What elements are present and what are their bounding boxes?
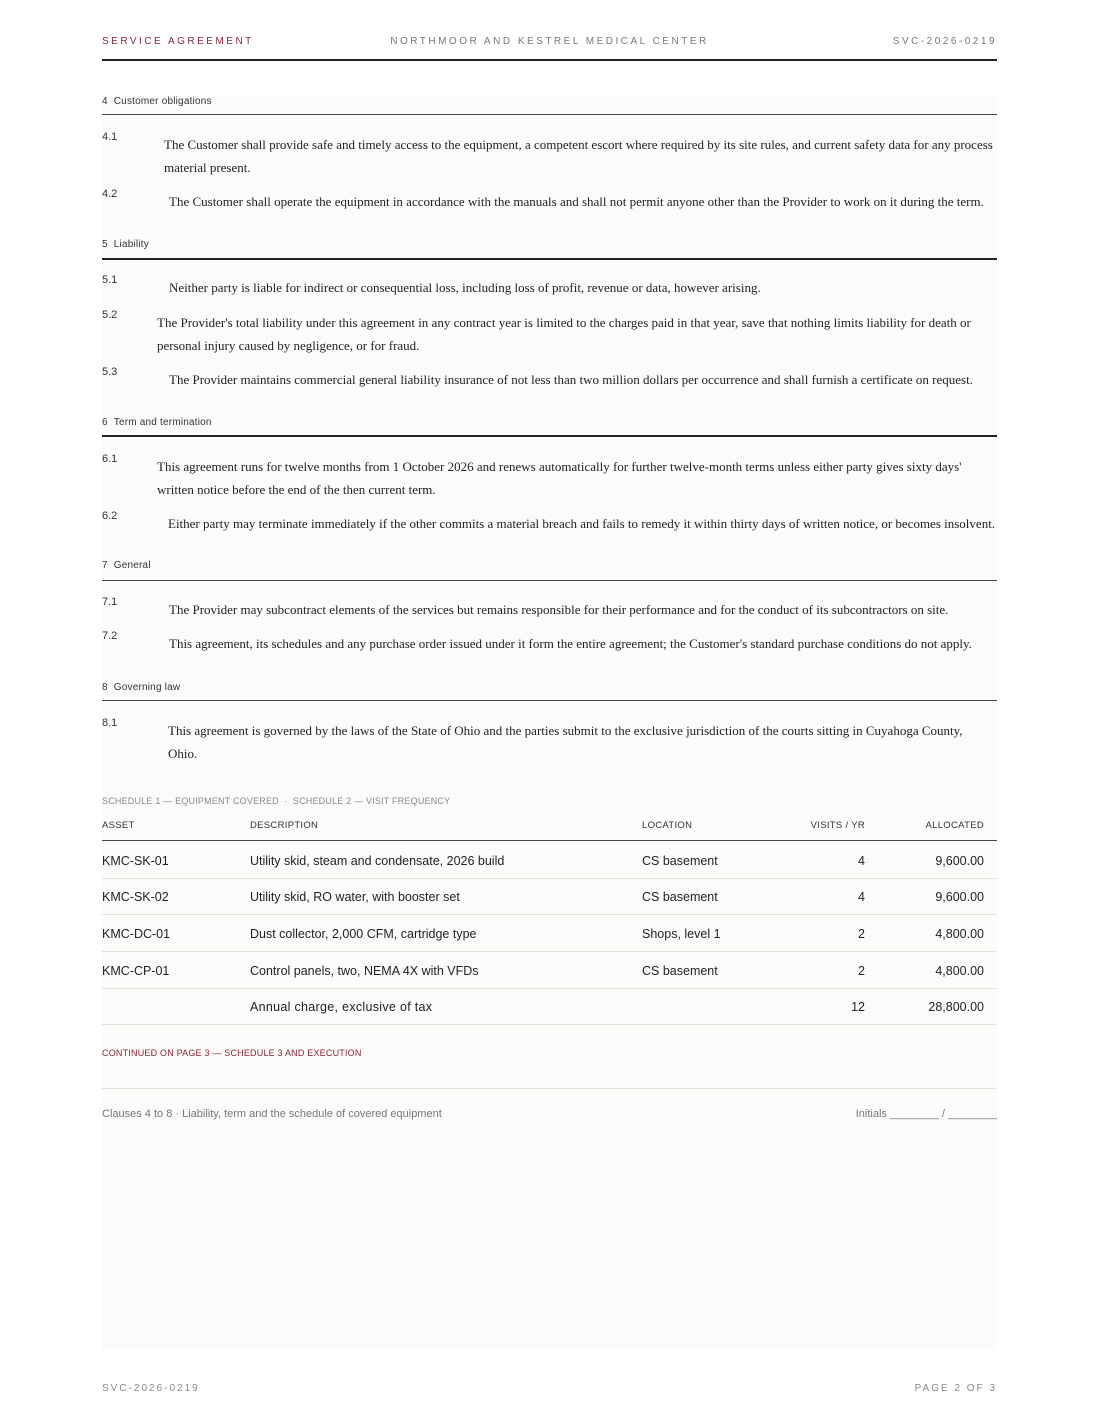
clause-number: 8.1 bbox=[102, 717, 118, 729]
visits-per-year: 4 bbox=[858, 854, 865, 868]
section-rule bbox=[102, 580, 997, 581]
clause-number: 5.1 bbox=[102, 274, 118, 286]
allocated-amount: 9,600.00 bbox=[935, 854, 984, 868]
clause-text: This agreement runs for twelve months from 1 October 2026 and renews automatically for further twelve-month terms unless either party gives sixty days' written notice before the end of the then current term. bbox=[157, 459, 962, 497]
section-title: Customer obligations bbox=[113, 96, 212, 107]
table-rule bbox=[102, 951, 997, 952]
footnote-rule bbox=[102, 1088, 997, 1089]
asset-id: KMC-DC-01 bbox=[102, 927, 171, 941]
table-rule bbox=[102, 988, 997, 989]
clause-text: This agreement is governed by the laws of the State of Ohio and the parties submit to the exclusive jurisdiction of the courts sitting in Cuyahoga County, Ohio. bbox=[168, 723, 963, 761]
clause-number: 4.1 bbox=[102, 131, 118, 143]
column-header: DESCRIPTION bbox=[250, 820, 319, 831]
table-rule bbox=[102, 878, 997, 879]
clause-number: 4.2 bbox=[102, 188, 118, 200]
clause-text: The Customer shall operate the equipment in accordance with the manuals and shall not permit anyone other than the Provider to work on it during the term. bbox=[169, 194, 984, 209]
column-header: ASSET bbox=[102, 820, 135, 831]
allocated-amount: 4,800.00 bbox=[935, 964, 984, 978]
clause-text: The Provider maintains commercial general liability insurance of not less than two million dollars per occurrence and shall furnish a certificate on request. bbox=[169, 372, 973, 387]
allocated-amount: 4,800.00 bbox=[935, 927, 984, 941]
section-number: 6 bbox=[102, 417, 108, 428]
section-rule bbox=[102, 114, 997, 115]
column-header: ALLOCATED bbox=[925, 820, 984, 831]
allocated-amount: 9,600.00 bbox=[935, 890, 984, 904]
section-title: Governing law bbox=[113, 682, 181, 693]
section-heading bbox=[102, 96, 997, 107]
document-reference: SVC-2026-0219 bbox=[892, 36, 997, 47]
section-title: General bbox=[113, 560, 151, 571]
column-header: LOCATION bbox=[642, 820, 693, 831]
running-header bbox=[102, 36, 997, 47]
asset-description: Utility skid, RO water, with booster set bbox=[250, 890, 460, 904]
clause-number: 5.3 bbox=[102, 366, 118, 378]
total-label: Annual charge, exclusive of tax bbox=[250, 1000, 433, 1014]
party-name: NORTHMOOR AND KESTREL MEDICAL CENTER bbox=[390, 36, 709, 47]
section-heading bbox=[102, 239, 997, 250]
visits-per-year: 2 bbox=[858, 927, 865, 941]
document-type: SERVICE AGREEMENT bbox=[102, 36, 254, 47]
section-rule bbox=[102, 700, 997, 701]
total-allocated: 28,800.00 bbox=[928, 1000, 984, 1014]
schedule-caption: SCHEDULE 1 — EQUIPMENT COVERED · SCHEDULE 2 — VISIT FREQUENCY bbox=[102, 796, 451, 806]
clause-number: 6.1 bbox=[102, 453, 118, 465]
clause-text: The Provider may subcontract elements of the services but remains responsible for their performance and for the conduct of its subcontractors on site. bbox=[169, 602, 949, 617]
asset-location: CS basement bbox=[642, 854, 718, 868]
clause-text: The Provider's total liability under this agreement in any contract year is limited to the charges paid in that year, save that nothing limits liability for death or personal injury caused by negligence, or for fraud. bbox=[157, 315, 971, 353]
section-number: 7 bbox=[102, 560, 108, 571]
clause-text: Neither party is liable for indirect or consequential loss, including loss of profit, revenue or data, however arising. bbox=[169, 280, 761, 295]
visits-per-year: 2 bbox=[858, 964, 865, 978]
section-number: 8 bbox=[102, 682, 108, 693]
section-heading bbox=[102, 560, 997, 571]
visits-per-year: 4 bbox=[858, 890, 865, 904]
table-rule bbox=[102, 840, 997, 841]
section-title: Term and termination bbox=[113, 417, 212, 428]
clause-number: 6.2 bbox=[102, 510, 118, 522]
clause-text: Either party may terminate immediately if the other commits a material breach and fails to remedy it within thirty days of written notice, or becomes insolvent. bbox=[168, 516, 996, 531]
section-title: Liability bbox=[113, 239, 149, 250]
clause-number: 7.1 bbox=[102, 596, 118, 608]
clause-number: 7.2 bbox=[102, 630, 118, 642]
asset-location: Shops, level 1 bbox=[642, 927, 721, 941]
initials-field: Initials ________ / ________ bbox=[855, 1108, 997, 1120]
table-rule bbox=[102, 914, 997, 915]
asset-description: Dust collector, 2,000 CFM, cartridge type bbox=[250, 927, 477, 941]
clause-text: This agreement, its schedules and any purchase order issued under it form the entire agreement; the Customer's standard purchase conditions do not apply. bbox=[169, 636, 972, 651]
section-rule bbox=[102, 258, 997, 260]
footer-reference: SVC-2026-0219 bbox=[102, 1383, 200, 1394]
asset-id: KMC-CP-01 bbox=[102, 964, 170, 978]
table-rule bbox=[102, 1024, 997, 1025]
continued-note: CONTINUED ON PAGE 3 — SCHEDULE 3 AND EXECUTION bbox=[102, 1048, 362, 1058]
clause-text: The Customer shall provide safe and timely access to the equipment, a competent escort where required by its site rules, and current safety data for any process material present. bbox=[164, 137, 993, 175]
asset-description: Control panels, two, NEMA 4X with VFDs bbox=[250, 964, 479, 978]
section-number: 4 bbox=[102, 96, 108, 107]
page-summary: Clauses 4 to 8 · Liability, term and the schedule of covered equipment bbox=[102, 1108, 442, 1120]
section-heading bbox=[102, 417, 997, 428]
asset-id: KMC-SK-01 bbox=[102, 854, 169, 868]
clause-number: 5.2 bbox=[102, 309, 118, 321]
section-heading bbox=[102, 682, 997, 693]
asset-description: Utility skid, steam and condensate, 2026 build bbox=[250, 854, 505, 868]
asset-location: CS basement bbox=[642, 964, 718, 978]
header-rule bbox=[102, 59, 997, 61]
page-number: PAGE 2 OF 3 bbox=[914, 1383, 997, 1394]
section-rule bbox=[102, 435, 997, 437]
page-footer bbox=[102, 1383, 997, 1394]
column-header: VISITS / YR bbox=[810, 820, 865, 831]
asset-id: KMC-SK-02 bbox=[102, 890, 169, 904]
asset-location: CS basement bbox=[642, 890, 718, 904]
total-visits: 12 bbox=[851, 1000, 865, 1014]
section-number: 5 bbox=[102, 239, 108, 250]
